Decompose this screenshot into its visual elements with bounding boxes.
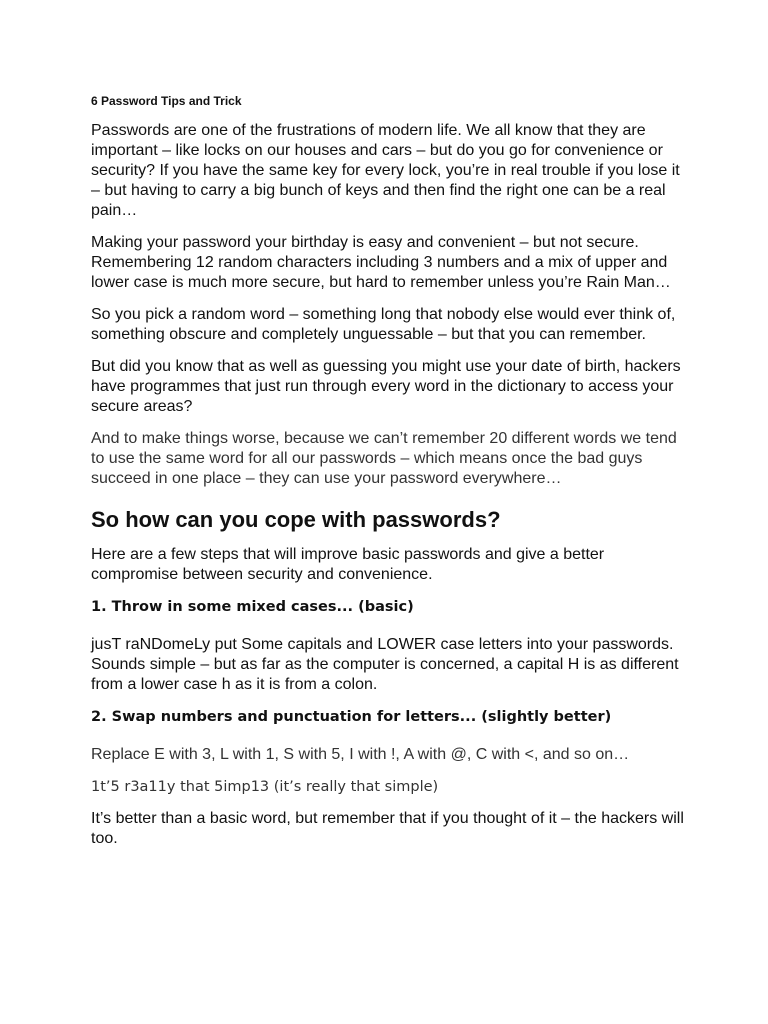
intro-paragraph-1: Passwords are one of the frustrations of modern life. We all know that they are important – like locks on our houses and cars – but do you go for convenience or security? If you have the same key for every lock, you’re in real trouble if you lose it – but having to carry a big bunch of keys and then find the right one can be a real pain… — [91, 122, 680, 219]
intro-paragraph-2: Making your password your birthday is easy and convenient – but not secure. Remembering 12 random characters including 3 numbers and a mix of upper and lower case is much more secure, but hard to remember unless you’re Rain Man… — [91, 234, 671, 291]
step-2-paragraph-2: 1t’5 r3a11y that 5imp13 (it’s really that simple) — [91, 779, 439, 795]
section-heading: So how can you cope with passwords? — [91, 507, 501, 532]
step-1-heading: 1. Throw in some mixed cases... (basic) — [91, 599, 414, 615]
intro-paragraph-5: And to make things worse, because we can’t remember 20 different words we tend to use the same word for all our passwords – which means once the bad guys succeed in one place – they can use your password everywhere… — [91, 430, 677, 487]
section-intro: Here are a few steps that will improve basic passwords and give a better compromise between security and convenience. — [91, 546, 605, 583]
document-page — [91, 93, 691, 861]
intro-paragraph-4: But did you know that as well as guessing you might use your date of birth, hackers have programmes that just run through every word in the dictionary to access your secure areas? — [91, 358, 681, 415]
document-title: 6 Password Tips and Trick — [91, 94, 242, 108]
step-2-heading: 2. Swap numbers and punctuation for letters... (slightly better) — [91, 709, 612, 725]
step-2-paragraph-3: It’s better than a basic word, but remember that if you thought of it – the hackers will too. — [91, 810, 684, 847]
step-1-paragraph-1: jusT raNDomeLy put Some capitals and LOWER case letters into your passwords. Sounds simple – but as far as the computer is concerned, a capital H is as different from a lower case h as it is from a colon. — [91, 636, 679, 693]
intro-paragraph-3: So you pick a random word – something long that nobody else would ever think of, something obscure and completely unguessable – but that you can remember. — [91, 306, 676, 343]
step-2-paragraph-1: Replace E with 3, L with 1, S with 5, I with !, A with @, C with <, and so on… — [91, 746, 630, 763]
